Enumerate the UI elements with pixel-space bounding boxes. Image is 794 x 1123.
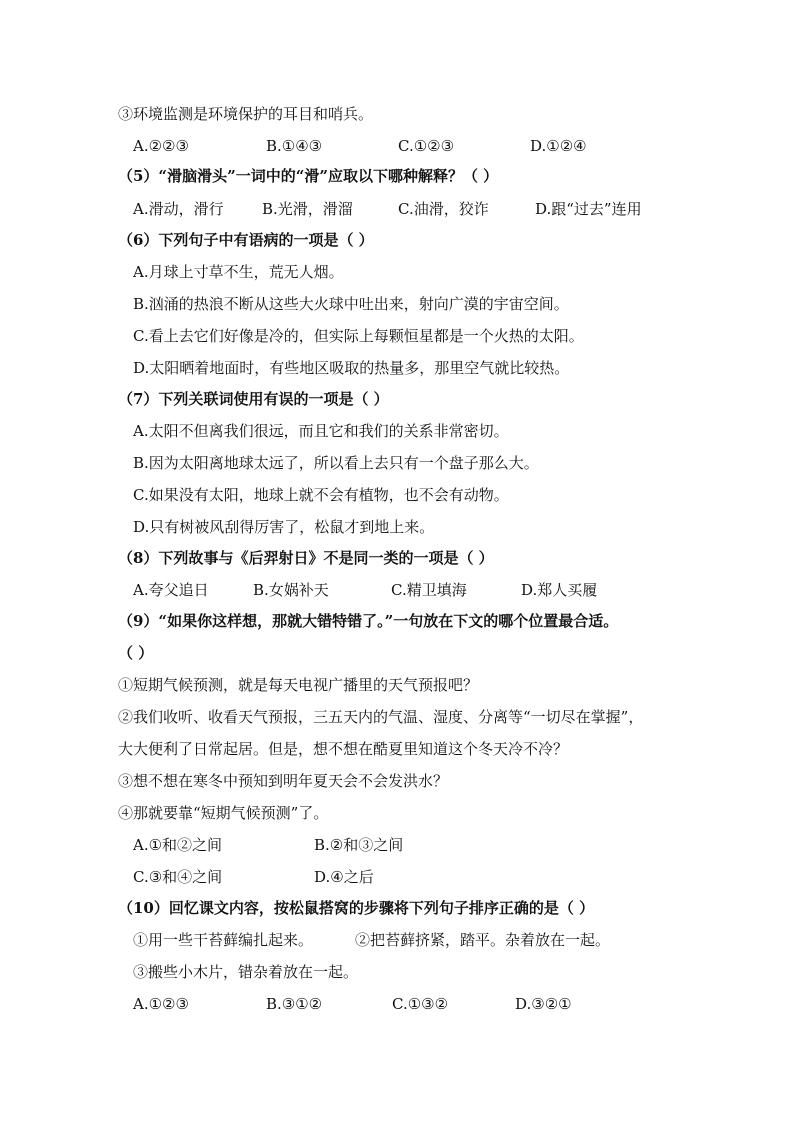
q8-option-d: D.郑人买履 <box>521 581 598 599</box>
q9-stem-blank: （ ） <box>118 644 154 662</box>
q5-option-d: D.跟“过去”连用 <box>535 200 642 218</box>
q9-stem: （9）“如果你这样想，那就大错特错了。”一句放在下文的哪个位置最合适。 <box>118 612 619 630</box>
q5-option-a: A.滑动，滑行 <box>133 200 224 218</box>
q10-item-2: ②把苔藓挤紧，踏平。杂着放在一起。 <box>355 931 611 949</box>
q10-option-d: D.③②① <box>515 995 572 1013</box>
q6-option-d: D.太阳晒着地面时，有些地区吸取的热量多，那里空气就比较热。 <box>133 359 570 377</box>
q4-option-d: D.①②④ <box>530 137 587 155</box>
q4-option-a: A.②②③ <box>133 137 189 155</box>
q4-option-b: B.①④③ <box>266 137 323 155</box>
q9-passage-4: ③想不想在寒冬中预知到明年夏天会不会发洪水？ <box>118 772 449 790</box>
q8-option-b: B.女娲补天 <box>253 581 329 599</box>
q6-option-a: A.月球上寸草不生，荒无人烟。 <box>133 263 344 281</box>
q10-option-c: C.①③② <box>392 995 449 1013</box>
q7-stem: （7）下列关联词使用有误的一项是（ ） <box>118 390 389 408</box>
q6-option-b: B.汹涌的热浪不断从这些大火球中吐出来，射向广漠的宇宙空间。 <box>133 295 569 313</box>
q8-stem: （8）下列故事与《后羿射日》不是同一类的一项是（ ） <box>118 549 494 567</box>
q5-option-c: C.油滑，狡诈 <box>398 200 489 218</box>
q7-option-d: D.只有树被风刮得厉害了，松鼠才到地上来。 <box>133 518 435 536</box>
q7-option-a: A.太阳不但离我们很远，而且它和我们的关系非常密切。 <box>133 422 509 440</box>
q10-stem: （10）回忆课文内容，按松鼠搭窝的步骤将下列句子排序正确的是（ ） <box>118 899 595 917</box>
q6-option-c: C.看上去它们好像是冷的，但实际上每颗恒星都是一个火热的太阳。 <box>133 327 584 345</box>
q9-passage-1: ①短期气候预测，就是每天电视广播里的天气预报吧？ <box>118 676 479 694</box>
q9-option-d: D.④之后 <box>314 868 374 886</box>
q6-stem: （6）下列句子中有语病的一项是（ ） <box>118 231 374 249</box>
intro-item: ③环境监测是环境保护的耳目和哨兵。 <box>118 105 374 123</box>
q10-item-1: ①用一些干苔藓编扎起来。 <box>133 931 314 949</box>
q10-option-a: A.①②③ <box>133 995 189 1013</box>
q5-option-b: B.光滑，滑溜 <box>262 200 353 218</box>
q9-option-c: C.③和④之间 <box>133 868 223 886</box>
q9-option-a: A.①和②之间 <box>133 836 223 854</box>
q7-option-b: B.因为太阳离地球太远了，所以看上去只有一个盘子那么大。 <box>133 454 539 472</box>
q9-option-b: B.②和③之间 <box>314 836 404 854</box>
q5-stem: （5）“滑脑滑头”一词中的“滑”应取以下哪种解释？（ ） <box>118 167 499 185</box>
q8-option-c: C.精卫填海 <box>391 581 467 599</box>
q4-option-c: C.①②③ <box>398 137 455 155</box>
q7-option-c: C.如果没有太阳，地球上就不会有植物，也不会有动物。 <box>133 486 509 504</box>
q9-passage-3: 大大便利了日常起居。但是，想不想在酷夏里知道这个冬天冷不冷？ <box>118 740 569 758</box>
q10-option-b: B.③①② <box>266 995 323 1013</box>
q9-passage-5: ④那就要靠“短期气候预测”了。 <box>118 804 329 822</box>
q9-passage-2: ②我们收听、收看天气预报，三五天内的气温、湿度、分离等“一切尽在掌握”， <box>118 708 644 726</box>
q10-item-3: ③搬些小木片，错杂着放在一起。 <box>133 963 359 981</box>
q8-option-a: A.夸父追日 <box>133 581 209 599</box>
